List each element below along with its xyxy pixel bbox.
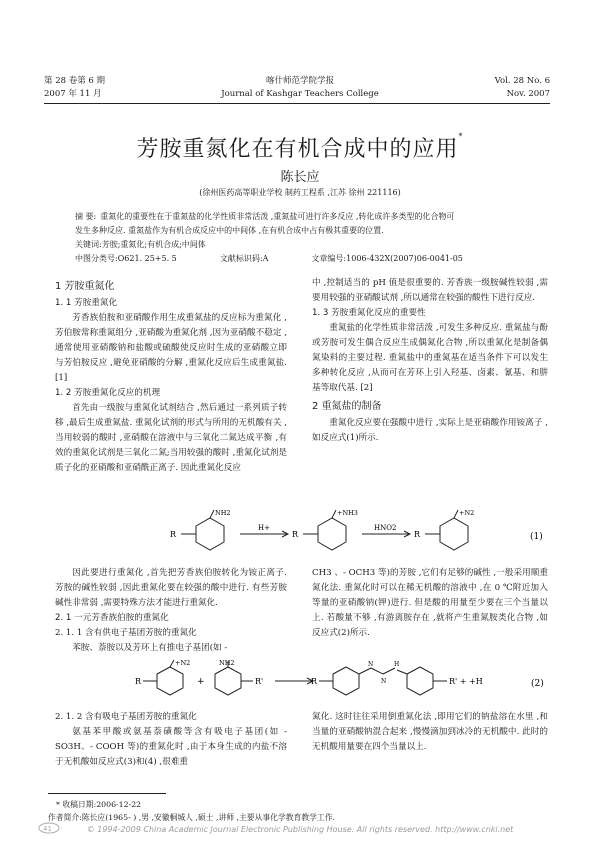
section-2-heading: 2 重氮盐的制备 [312,401,382,412]
section-1-1-paragraph: 芳香族伯胺和亚硝酸作用生成重氮盐的反应标为重氮化 ,芳伯胺常称重氮组分 ,亚硝酸为重氮化剂 ,因为亚硝酸不稳定 ,通常使用亚硝酸钠和盐酸或硫酸使反应时生成的亚硝酸立即与芳伯胺反应 ,避免亚硝酸的分解 ,重氮化反应后生成重氮盐. [1] [55,313,287,383]
eq2-r-label-2: R [311,677,318,686]
after-equation-1-paragraph-left: 因此要进行重氮化 ,首先把芳香族伯胺转化为铵正离子. 芳胺的碱性较弱 ,因此重氮化要在较强的酸中进行. 有些芳胺碱性非常弱 ,需要特殊方法才能进行重氮化. [55,568,287,608]
section-1-2-heading: 1. 2 芳胺重氮化反应的机理 [55,388,161,398]
left-column-top [55,276,287,476]
right-column-middle [312,566,548,641]
keywords-label: 关键词: [75,240,102,249]
section-2-paragraph: 重氮化反应要在强酸中进行 ,实际上是亚硝酸作用铵离子 ,如反应式(1)所示. [312,418,548,443]
header-divider [44,103,550,104]
eq1-r-label-3: R [414,530,421,539]
author-affiliation: (徐州医药高等职业学校 制药工程系 ,江苏 徐州 221116) [199,188,401,197]
eq2-azo-n1: N [368,661,374,668]
right-top-paragraph: 中 ,控制适当的 pH 值是很重要的. 芳香族一级胺碱性较弱 ,需要用较强的亚硝酸试剂 ,所以通常在较强的酸性下进行反应. [312,278,548,303]
eq1-reagent-1: H+ [258,524,270,532]
section-1-3-paragraph: 重氮盐的化学性质非常活泼 ,可发生多种反应. 重氮盐与酚或芳胺可发生偶合反应生成偶氮化合物 ,所以重氮化是制备偶氮染料的主要过程. 重氮盐中的重氮基在适当条件下可以发生多种转化反应 ,从而可在芳环上引入羟基、卤素、氰基、和肼基等取代基. [2] [312,323,548,393]
eq1-r-label-1: R [170,530,177,539]
eq1-r-label-2: R [292,530,299,539]
section-2-1-1-paragraph: 苯胺、萘胺以及芳环上有推电子基团(如 - [72,643,228,653]
eq1-number: (1) [530,532,543,542]
section-2-1-heading: 2. 1 一元芳香族伯胺的重氮化 [55,613,169,623]
section-1-2-paragraph: 首先由一级胺与重氮化试剂结合 ,然后通过一系列质子转移 ,最后生成重氮盐. 重氮化试剂的形式与所用的无机酸有关 ,当用较弱的酸时 ,亚硝酸在溶液中与三氧化二氮达成平衡 ,有效的重氮化试剂是三氧化二氮;当用较强的酸时 ,重氮化试剂是质子化的亚硝酸和亚硝酰正离子. 因此重氮化反应 [55,403,287,473]
author-name: 陈长应 [280,170,320,185]
journal-name-en: Journal of Kashgar Teachers College [221,89,379,99]
abstract-text-2: 发生多种反应. 重氮盐作为有机合成反应中的中间体 ,在有机合成中占有极其重要的位置. [75,226,384,235]
copyright-watermark: © 1994-2009 China Academic Journal Electronic Publishing House. All rights reserved. http://www.cnki.net [86,825,514,834]
right-column-top [312,276,548,446]
eq1-reagent-2: HNO2 [374,524,397,532]
keywords-text: 芳胺;重氮化;有机合成;中间体 [101,240,206,249]
left-column-bottom [55,710,287,770]
eq2-number: (2) [531,679,544,689]
keywords-line [75,238,535,252]
left-column-middle [55,566,287,656]
section-1-1-heading: 1. 1 芳胺重氮化 [55,298,118,308]
eq2-azo-n2: N [381,678,387,685]
doc-code-label: 文献标识码: [219,254,263,263]
eq2-plus: + [197,677,205,687]
date-en: Nov. 2007 [506,89,550,99]
section-1-3-heading: 1. 3 芳胺重氮化反应的重要性 [312,308,426,318]
eq2-azo-nh: H [394,661,400,668]
reaction-equation-1 [148,508,568,563]
section-2-1-2-heading: 2. 1. 2 含有吸电子基团芳胺的重氮化 [55,712,197,722]
eq1-diazonium-label: +N2 [459,509,475,517]
title-footnote-mark: * [458,132,464,141]
abstract-label: 摘 要: [75,212,97,221]
eq2-product-ring-2 [397,667,447,695]
eq2-arrow [275,678,313,684]
eq2-diazonium-label: +N2 [175,659,191,667]
volume-issue-en: Vol. 28 No. 6 [494,76,550,86]
eq2-r-label-1: R [135,677,142,686]
volume-issue-cn: 第 28 卷第 6 期 [44,76,106,86]
journal-name-cn: 喀什师范学院学报 [265,76,334,86]
abstract-text-1: 重氮化的重要性在于重氮盐的化学性质非常活泼 ,重氮盐可进行许多反应 ,转化成许多类型的化合物可 [100,212,455,221]
doc-code-value: A [262,254,269,263]
eq2-tail-label: R' + +H [449,677,483,686]
section-1-heading: 1 芳胺重氮化 [55,281,115,292]
footnote-author-info: 作者简介:陈长应(1965- ) ,男 ,安徽桐城人 ,硕士 ,讲师 ,主要从事化学教育教学工作. [48,813,336,822]
after-equation-2-paragraph: 氮化. 这时往往采用倒重氮化法 ,即用它们的钠盐溶在水里 ,和当量的亚硝酸钠混合起来 ,慢慢滴加到冰冷的无机酸中. 此时的无机酸用量要在四个当量以上. [312,712,548,752]
eq2-r-prime-1: R' [255,677,264,686]
header-right [495,75,550,101]
section-2-1-2-paragraph: 氨基苯甲酸或氨基萘磺酸等含有吸电子基团(如 - SO3H、- COOH 等)的重氮化时 ,由于本身生成的内盐不溶于无机酸如反应式(3)和(4) ,很难重 [55,727,287,767]
footnote-received: * 收稿日期:2006-12-22 [56,800,142,809]
eq1-ammonium-label: +NH3 [337,509,358,517]
reaction-equation-2 [135,658,575,706]
eq1-amine-label: NH2 [215,509,231,517]
section-2-1-1-heading: 2. 1. 1 含有供电子基团芳胺的重氮化 [55,628,197,638]
classification-line [75,252,535,266]
right-column-bottom [312,710,548,755]
clc-label: 中图分类号: [75,254,118,263]
article-no-value: 1006-432X(2007)06-0041-05 [346,254,463,263]
eq2-amine-label: NH2 [219,659,235,667]
page-number: 41 [43,825,52,833]
article-no-label: 文章编号: [311,254,347,263]
abstract-line-1 [75,210,535,224]
date-cn: 2007 年 11 月 [44,89,102,99]
article-title [0,132,600,163]
clc-value: O621. 25+5. 5 [117,254,177,263]
footnote-divider [48,793,166,794]
after-equation-1-paragraph-right: CH3 、- OCH3 等)的芳胺 ,它们有足够的碱性 ,一般采用顺重氮化法. 重氮化时可以在稀无机酸的溶液中 ,在 0 ℃附近加入等量的亚硝酸钠(钾)进行. 但是酸的用量至少要在三个当量以上. 若酸量不够 ,有游离胺存在 ,就将产生重氮胺类化合物 ,如反应式(2)所示. [312,568,548,638]
title-text: 芳胺重氮化在有机合成中的应用 [136,137,459,162]
abstract [75,210,535,266]
